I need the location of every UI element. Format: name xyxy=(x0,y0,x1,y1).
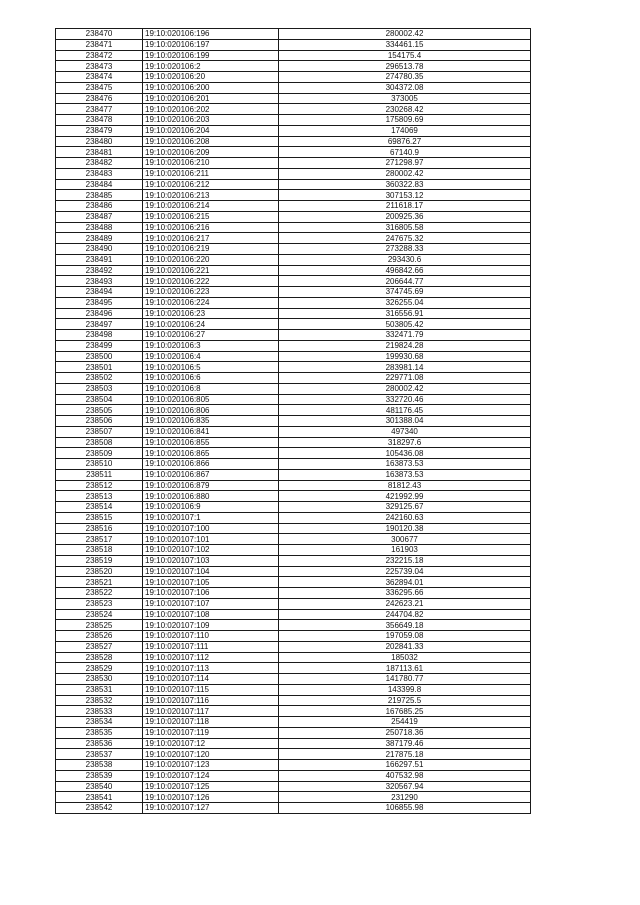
table-row xyxy=(56,555,531,566)
table-row xyxy=(56,297,531,308)
table-row xyxy=(56,308,531,319)
value-cell: 141780.77 xyxy=(279,674,531,685)
row-id-cell: 238471 xyxy=(56,39,143,50)
row-id-cell: 238528 xyxy=(56,652,143,663)
table-row xyxy=(56,803,531,814)
row-id-cell: 238503 xyxy=(56,383,143,394)
value-cell: 296513.78 xyxy=(279,61,531,72)
table-row xyxy=(56,448,531,459)
value-cell: 496842.66 xyxy=(279,265,531,276)
cadastral-number-cell: 19:10:020106:23 xyxy=(143,308,279,319)
row-id-cell: 238492 xyxy=(56,265,143,276)
value-cell: 163873.53 xyxy=(279,469,531,480)
row-id-cell: 238526 xyxy=(56,631,143,642)
table-row xyxy=(56,276,531,287)
row-id-cell: 238542 xyxy=(56,803,143,814)
cadastral-number-cell: 19:10:020106:213 xyxy=(143,190,279,201)
cadastral-number-cell: 19:10:020107:113 xyxy=(143,663,279,674)
row-id-cell: 238519 xyxy=(56,555,143,566)
table-row xyxy=(56,201,531,212)
value-cell: 230268.42 xyxy=(279,104,531,115)
cadastral-number-cell: 19:10:020107:105 xyxy=(143,577,279,588)
cadastral-number-cell: 19:10:020106:203 xyxy=(143,115,279,126)
table-row xyxy=(56,684,531,695)
row-id-cell: 238504 xyxy=(56,394,143,405)
row-id-cell: 238514 xyxy=(56,502,143,513)
row-id-cell: 238518 xyxy=(56,545,143,556)
value-cell: 232215.18 xyxy=(279,555,531,566)
table-row xyxy=(56,781,531,792)
cadastral-number-cell: 19:10:020106:841 xyxy=(143,426,279,437)
value-cell: 373005 xyxy=(279,93,531,104)
table-row xyxy=(56,566,531,577)
row-id-cell: 238481 xyxy=(56,147,143,158)
value-cell: 231290 xyxy=(279,792,531,803)
value-cell: 206644.77 xyxy=(279,276,531,287)
cadastral-number-cell: 19:10:020106:221 xyxy=(143,265,279,276)
value-cell: 185032 xyxy=(279,652,531,663)
cadastral-number-cell: 19:10:020107:12 xyxy=(143,738,279,749)
cadastral-number-cell: 19:10:020106:879 xyxy=(143,480,279,491)
table-row xyxy=(56,545,531,556)
cadastral-number-cell: 19:10:020107:107 xyxy=(143,598,279,609)
row-id-cell: 238535 xyxy=(56,727,143,738)
value-cell: 166297.51 xyxy=(279,760,531,771)
table-row xyxy=(56,115,531,126)
value-cell: 105436.08 xyxy=(279,448,531,459)
value-cell: 320567.94 xyxy=(279,781,531,792)
cadastral-number-cell: 19:10:020107:123 xyxy=(143,760,279,771)
table-row xyxy=(56,770,531,781)
value-cell: 356649.18 xyxy=(279,620,531,631)
table-row xyxy=(56,190,531,201)
cadastral-number-cell: 19:10:020106:2 xyxy=(143,61,279,72)
cadastral-number-cell: 19:10:020107:108 xyxy=(143,609,279,620)
row-id-cell: 238505 xyxy=(56,405,143,416)
row-id-cell: 238477 xyxy=(56,104,143,115)
table-row xyxy=(56,588,531,599)
cadastral-number-cell: 19:10:020107:127 xyxy=(143,803,279,814)
row-id-cell: 238485 xyxy=(56,190,143,201)
table-row xyxy=(56,738,531,749)
value-cell: 219725.5 xyxy=(279,695,531,706)
cadastral-number-cell: 19:10:020107:104 xyxy=(143,566,279,577)
table-row xyxy=(56,319,531,330)
row-id-cell: 238490 xyxy=(56,244,143,255)
row-id-cell: 238474 xyxy=(56,72,143,83)
value-cell: 271298.97 xyxy=(279,158,531,169)
row-id-cell: 238523 xyxy=(56,598,143,609)
table-row xyxy=(56,136,531,147)
value-cell: 143399.8 xyxy=(279,684,531,695)
cadastral-number-cell: 19:10:020106:204 xyxy=(143,125,279,136)
value-cell: 242160.63 xyxy=(279,512,531,523)
cadastral-number-cell: 19:10:020107:112 xyxy=(143,652,279,663)
cadastral-number-cell: 19:10:020106:211 xyxy=(143,168,279,179)
table-row xyxy=(56,416,531,427)
cadastral-number-cell: 19:10:020107:116 xyxy=(143,695,279,706)
value-cell: 316805.58 xyxy=(279,222,531,233)
row-id-cell: 238520 xyxy=(56,566,143,577)
table-row xyxy=(56,373,531,384)
cadastral-number-cell: 19:10:020106:224 xyxy=(143,297,279,308)
value-cell: 293430.6 xyxy=(279,254,531,265)
value-cell: 503805.42 xyxy=(279,319,531,330)
table-body xyxy=(56,29,531,814)
value-cell: 481176.45 xyxy=(279,405,531,416)
value-cell: 67140.9 xyxy=(279,147,531,158)
cadastral-number-cell: 19:10:020106:8 xyxy=(143,383,279,394)
table-row xyxy=(56,652,531,663)
value-cell: 250718.36 xyxy=(279,727,531,738)
value-cell: 163873.53 xyxy=(279,459,531,470)
cadastral-number-cell: 19:10:020106:208 xyxy=(143,136,279,147)
table-row xyxy=(56,29,531,40)
value-cell: 200925.36 xyxy=(279,211,531,222)
cadastral-number-cell: 19:10:020106:220 xyxy=(143,254,279,265)
row-id-cell: 238509 xyxy=(56,448,143,459)
row-id-cell: 238522 xyxy=(56,588,143,599)
table-row xyxy=(56,104,531,115)
cadastral-number-cell: 19:10:020107:115 xyxy=(143,684,279,695)
cadastral-number-cell: 19:10:020106:5 xyxy=(143,362,279,373)
row-id-cell: 238539 xyxy=(56,770,143,781)
row-id-cell: 238515 xyxy=(56,512,143,523)
cadastral-number-cell: 19:10:020106:212 xyxy=(143,179,279,190)
row-id-cell: 238472 xyxy=(56,50,143,61)
table-row xyxy=(56,233,531,244)
cadastral-number-cell: 19:10:020106:202 xyxy=(143,104,279,115)
table-row xyxy=(56,426,531,437)
value-cell: 106855.98 xyxy=(279,803,531,814)
cadastral-number-cell: 19:10:020106:201 xyxy=(143,93,279,104)
row-id-cell: 238516 xyxy=(56,523,143,534)
table-row xyxy=(56,265,531,276)
cadastral-number-cell: 19:10:020106:24 xyxy=(143,319,279,330)
value-cell: 197059.08 xyxy=(279,631,531,642)
cadastral-number-cell: 19:10:020107:114 xyxy=(143,674,279,685)
value-cell: 247675.32 xyxy=(279,233,531,244)
value-cell: 274780.35 xyxy=(279,72,531,83)
row-id-cell: 238491 xyxy=(56,254,143,265)
value-cell: 175809.69 xyxy=(279,115,531,126)
value-cell: 199930.68 xyxy=(279,351,531,362)
cadastral-number-cell: 19:10:020107:124 xyxy=(143,770,279,781)
table-row xyxy=(56,469,531,480)
table-row xyxy=(56,179,531,190)
cadastral-number-cell: 19:10:020106:20 xyxy=(143,72,279,83)
row-id-cell: 238498 xyxy=(56,330,143,341)
table-row xyxy=(56,340,531,351)
row-id-cell: 238521 xyxy=(56,577,143,588)
row-id-cell: 238512 xyxy=(56,480,143,491)
cadastral-number-cell: 19:10:020106:27 xyxy=(143,330,279,341)
cadastral-number-cell: 19:10:020106:6 xyxy=(143,373,279,384)
row-id-cell: 238541 xyxy=(56,792,143,803)
row-id-cell: 238480 xyxy=(56,136,143,147)
table-row xyxy=(56,717,531,728)
value-cell: 242623.21 xyxy=(279,598,531,609)
value-cell: 300677 xyxy=(279,534,531,545)
cadastral-number-cell: 19:10:020107:126 xyxy=(143,792,279,803)
table-row xyxy=(56,383,531,394)
cadastral-number-cell: 19:10:020106:214 xyxy=(143,201,279,212)
value-cell: 229771.08 xyxy=(279,373,531,384)
value-cell: 304372.08 xyxy=(279,82,531,93)
row-id-cell: 238533 xyxy=(56,706,143,717)
value-cell: 307153.12 xyxy=(279,190,531,201)
value-cell: 326255.04 xyxy=(279,297,531,308)
table-row xyxy=(56,244,531,255)
cadastral-number-cell: 19:10:020106:197 xyxy=(143,39,279,50)
table-row xyxy=(56,598,531,609)
table-row xyxy=(56,362,531,373)
table-row xyxy=(56,125,531,136)
table-row xyxy=(56,512,531,523)
value-cell: 273288.33 xyxy=(279,244,531,255)
row-id-cell: 238482 xyxy=(56,158,143,169)
table-row xyxy=(56,287,531,298)
row-id-cell: 238476 xyxy=(56,93,143,104)
row-id-cell: 238536 xyxy=(56,738,143,749)
value-cell: 280002.42 xyxy=(279,29,531,40)
value-cell: 167685.25 xyxy=(279,706,531,717)
table-row xyxy=(56,82,531,93)
cadastral-number-cell: 19:10:020106:4 xyxy=(143,351,279,362)
cadastral-number-cell: 19:10:020106:855 xyxy=(143,437,279,448)
row-id-cell: 238500 xyxy=(56,351,143,362)
value-cell: 244704.82 xyxy=(279,609,531,620)
value-cell: 329125.67 xyxy=(279,502,531,513)
value-cell: 334461.15 xyxy=(279,39,531,50)
row-id-cell: 238508 xyxy=(56,437,143,448)
table-row xyxy=(56,168,531,179)
data-table xyxy=(55,28,531,814)
row-id-cell: 238532 xyxy=(56,695,143,706)
table-row xyxy=(56,534,531,545)
value-cell: 202841.33 xyxy=(279,641,531,652)
value-cell: 254419 xyxy=(279,717,531,728)
row-id-cell: 238487 xyxy=(56,211,143,222)
row-id-cell: 238478 xyxy=(56,115,143,126)
table-row xyxy=(56,39,531,50)
cadastral-number-cell: 19:10:020107:117 xyxy=(143,706,279,717)
cadastral-number-cell: 19:10:020106:866 xyxy=(143,459,279,470)
table-row xyxy=(56,641,531,652)
cadastral-number-cell: 19:10:020107:118 xyxy=(143,717,279,728)
table-row xyxy=(56,61,531,72)
table-row xyxy=(56,749,531,760)
row-id-cell: 238495 xyxy=(56,297,143,308)
table-row xyxy=(56,631,531,642)
table-row xyxy=(56,727,531,738)
value-cell: 497340 xyxy=(279,426,531,437)
value-cell: 316556.91 xyxy=(279,308,531,319)
table-row xyxy=(56,394,531,405)
row-id-cell: 238475 xyxy=(56,82,143,93)
cadastral-number-cell: 19:10:020106:209 xyxy=(143,147,279,158)
value-cell: 211618.17 xyxy=(279,201,531,212)
value-cell: 217875.18 xyxy=(279,749,531,760)
cadastral-number-cell: 19:10:020106:867 xyxy=(143,469,279,480)
table-row xyxy=(56,437,531,448)
cadastral-number-cell: 19:10:020106:3 xyxy=(143,340,279,351)
value-cell: 190120.38 xyxy=(279,523,531,534)
cadastral-number-cell: 19:10:020106:196 xyxy=(143,29,279,40)
table-row xyxy=(56,792,531,803)
row-id-cell: 238530 xyxy=(56,674,143,685)
table-row xyxy=(56,706,531,717)
cadastral-number-cell: 19:10:020107:110 xyxy=(143,631,279,642)
row-id-cell: 238489 xyxy=(56,233,143,244)
value-cell: 280002.42 xyxy=(279,168,531,179)
cadastral-number-cell: 19:10:020107:100 xyxy=(143,523,279,534)
cadastral-number-cell: 19:10:020106:223 xyxy=(143,287,279,298)
cadastral-number-cell: 19:10:020106:216 xyxy=(143,222,279,233)
row-id-cell: 238493 xyxy=(56,276,143,287)
cadastral-number-cell: 19:10:020106:199 xyxy=(143,50,279,61)
table-row xyxy=(56,158,531,169)
cadastral-number-cell: 19:10:020106:805 xyxy=(143,394,279,405)
table-row xyxy=(56,523,531,534)
cadastral-number-cell: 19:10:020107:1 xyxy=(143,512,279,523)
row-id-cell: 238507 xyxy=(56,426,143,437)
value-cell: 301388.04 xyxy=(279,416,531,427)
cadastral-number-cell: 19:10:020106:806 xyxy=(143,405,279,416)
row-id-cell: 238494 xyxy=(56,287,143,298)
table-row xyxy=(56,620,531,631)
cadastral-number-cell: 19:10:020106:210 xyxy=(143,158,279,169)
value-cell: 336295.66 xyxy=(279,588,531,599)
table-row xyxy=(56,695,531,706)
table-row xyxy=(56,93,531,104)
cadastral-number-cell: 19:10:020106:219 xyxy=(143,244,279,255)
value-cell: 332720.46 xyxy=(279,394,531,405)
table-row xyxy=(56,50,531,61)
value-cell: 283981.14 xyxy=(279,362,531,373)
value-cell: 225739.04 xyxy=(279,566,531,577)
cadastral-number-cell: 19:10:020106:217 xyxy=(143,233,279,244)
value-cell: 174069 xyxy=(279,125,531,136)
table-row xyxy=(56,663,531,674)
table-row xyxy=(56,222,531,233)
table-row xyxy=(56,609,531,620)
cadastral-number-cell: 19:10:020106:222 xyxy=(143,276,279,287)
table-row xyxy=(56,351,531,362)
row-id-cell: 238497 xyxy=(56,319,143,330)
table-row xyxy=(56,760,531,771)
row-id-cell: 238470 xyxy=(56,29,143,40)
row-id-cell: 238537 xyxy=(56,749,143,760)
value-cell: 280002.42 xyxy=(279,383,531,394)
cadastral-number-cell: 19:10:020107:111 xyxy=(143,641,279,652)
value-cell: 161903 xyxy=(279,545,531,556)
cadastral-number-cell: 19:10:020106:215 xyxy=(143,211,279,222)
table-row xyxy=(56,577,531,588)
value-cell: 407532.98 xyxy=(279,770,531,781)
row-id-cell: 238534 xyxy=(56,717,143,728)
cadastral-number-cell: 19:10:020106:9 xyxy=(143,502,279,513)
cadastral-number-cell: 19:10:020106:835 xyxy=(143,416,279,427)
table-row xyxy=(56,254,531,265)
cadastral-number-cell: 19:10:020107:101 xyxy=(143,534,279,545)
row-id-cell: 238488 xyxy=(56,222,143,233)
value-cell: 318297.6 xyxy=(279,437,531,448)
cadastral-number-cell: 19:10:020107:102 xyxy=(143,545,279,556)
row-id-cell: 238473 xyxy=(56,61,143,72)
value-cell: 69876.27 xyxy=(279,136,531,147)
row-id-cell: 238540 xyxy=(56,781,143,792)
value-cell: 360322.83 xyxy=(279,179,531,190)
row-id-cell: 238531 xyxy=(56,684,143,695)
row-id-cell: 238529 xyxy=(56,663,143,674)
row-id-cell: 238517 xyxy=(56,534,143,545)
table-row xyxy=(56,491,531,502)
cadastral-number-cell: 19:10:020107:119 xyxy=(143,727,279,738)
cadastral-number-cell: 19:10:020107:106 xyxy=(143,588,279,599)
row-id-cell: 238524 xyxy=(56,609,143,620)
table-row xyxy=(56,72,531,83)
cadastral-number-cell: 19:10:020106:880 xyxy=(143,491,279,502)
value-cell: 421992.99 xyxy=(279,491,531,502)
table-row xyxy=(56,459,531,470)
cadastral-number-cell: 19:10:020107:103 xyxy=(143,555,279,566)
row-id-cell: 238525 xyxy=(56,620,143,631)
row-id-cell: 238486 xyxy=(56,201,143,212)
row-id-cell: 238499 xyxy=(56,340,143,351)
table-row xyxy=(56,330,531,341)
row-id-cell: 238496 xyxy=(56,308,143,319)
table-row xyxy=(56,480,531,491)
row-id-cell: 238479 xyxy=(56,125,143,136)
value-cell: 154175.4 xyxy=(279,50,531,61)
row-id-cell: 238483 xyxy=(56,168,143,179)
table-row xyxy=(56,147,531,158)
table-row xyxy=(56,211,531,222)
table-row xyxy=(56,674,531,685)
value-cell: 362894.01 xyxy=(279,577,531,588)
value-cell: 387179.46 xyxy=(279,738,531,749)
cadastral-number-cell: 19:10:020107:109 xyxy=(143,620,279,631)
value-cell: 81812.43 xyxy=(279,480,531,491)
table-row xyxy=(56,502,531,513)
table-row xyxy=(56,405,531,416)
value-cell: 374745.69 xyxy=(279,287,531,298)
row-id-cell: 238513 xyxy=(56,491,143,502)
row-id-cell: 238538 xyxy=(56,760,143,771)
value-cell: 187113.61 xyxy=(279,663,531,674)
row-id-cell: 238527 xyxy=(56,641,143,652)
value-cell: 219824.28 xyxy=(279,340,531,351)
row-id-cell: 238511 xyxy=(56,469,143,480)
value-cell: 332471.79 xyxy=(279,330,531,341)
row-id-cell: 238501 xyxy=(56,362,143,373)
cadastral-number-cell: 19:10:020107:125 xyxy=(143,781,279,792)
row-id-cell: 238484 xyxy=(56,179,143,190)
row-id-cell: 238506 xyxy=(56,416,143,427)
cadastral-number-cell: 19:10:020106:865 xyxy=(143,448,279,459)
cadastral-number-cell: 19:10:020106:200 xyxy=(143,82,279,93)
row-id-cell: 238510 xyxy=(56,459,143,470)
row-id-cell: 238502 xyxy=(56,373,143,384)
cadastral-number-cell: 19:10:020107:120 xyxy=(143,749,279,760)
